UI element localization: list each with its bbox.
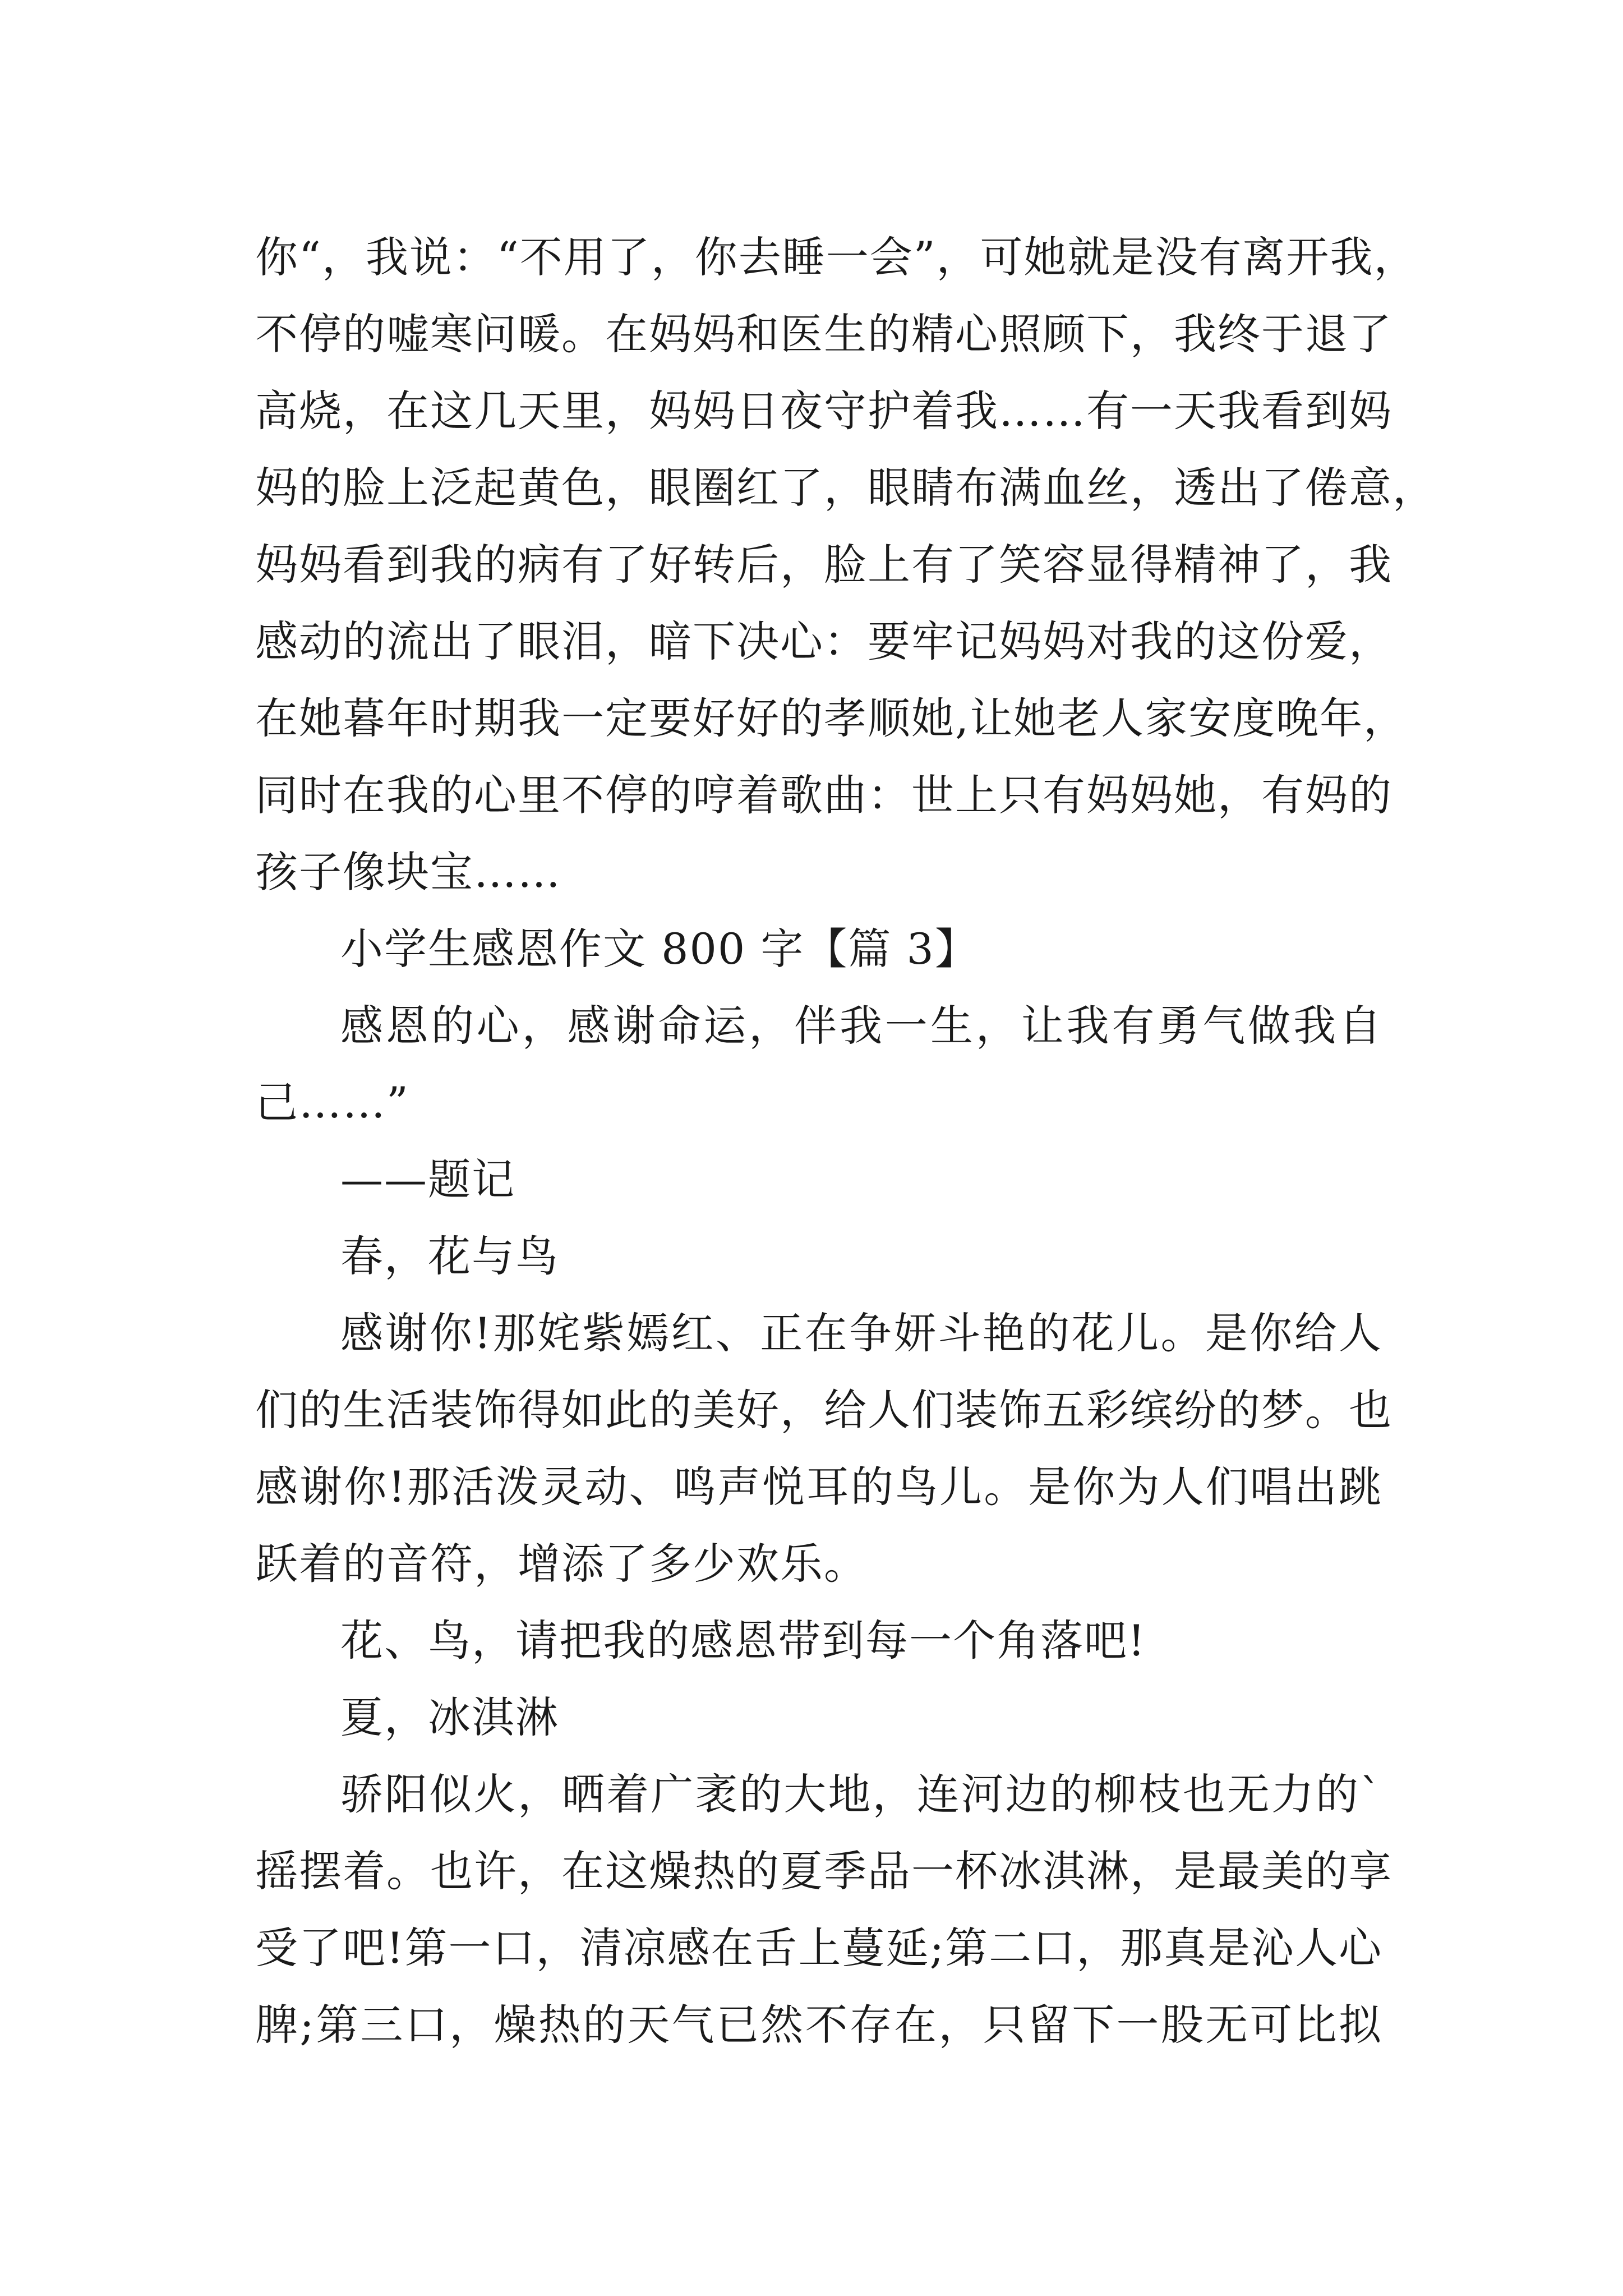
text-line: 花、鸟，请把我的感恩带到每一个角落吧! [340, 1616, 1146, 1665]
text-line: 感动的流出了眼泪，暗下决心：要牢记妈妈对我的这份爱， [255, 616, 1393, 666]
text-line: 受了吧!第一口，清凉感在舌上蔓延;第二口，那真是沁人心 [255, 1923, 1383, 1973]
text-line: 妈的脸上泛起黄色，眼圈红了，眼睛布满血丝，透出了倦意， [255, 463, 1436, 513]
text-line: 妈妈看到我的病有了好转后，脸上有了笑容显得精神了，我 [255, 540, 1393, 590]
document-body [255, 219, 1436, 2063]
text-line: 在她暮年时期我一定要好好的孝顺她,让她老人家安度晚年， [255, 693, 1408, 743]
text-line: 感谢你!那活泼灵动、鸣声悦耳的鸟儿。是你为人们唱出跳 [255, 1462, 1382, 1512]
text-line: 感恩的心，感谢命运，伴我一生，让我有勇气做我自 [340, 1001, 1382, 1051]
text-line: 摇摆着。也许，在这燥热的夏季品一杯冰淇淋，是最美的享 [255, 1846, 1393, 1896]
section-heading: 小学生感恩作文 800 字【篇 3】 [340, 924, 979, 974]
text-line: 跃着的音符，增添了多少欢乐。 [255, 1539, 868, 1589]
text-line: 你“，我说：“不用了，你去睡一会”，可她就是没有离开我， [255, 232, 1418, 282]
text-line: 不停的嘘寒问暖。在妈妈和医生的精心照顾下，我终于退了 [255, 309, 1393, 359]
text-line: 骄阳似火，晒着广袤的大地，连河边的柳枝也无力的` [340, 1769, 1382, 1819]
text-line: 己……” [255, 1078, 409, 1128]
subsection-heading: 夏，冰淇淋 [340, 1692, 559, 1742]
subsection-heading: 春，花与鸟 [340, 1231, 559, 1281]
text-line: 同时在我的心里不停的哼着歌曲：世上只有妈妈她，有妈的 [255, 770, 1393, 820]
epigraph-attribution: ——题记 [340, 1154, 515, 1204]
text-line: 感谢你!那姹紫嫣红、正在争妍斗艳的花儿。是你给人 [340, 1308, 1382, 1358]
text-line: 脾;第三口，燥热的天气已然不存在，只留下一股无可比拟 [255, 2000, 1382, 2050]
text-line: 高烧，在这几天里，妈妈日夜守护着我……有一天我看到妈 [255, 386, 1393, 436]
text-line: 孩子像块宝…… [255, 847, 561, 897]
text-line: 们的生活装饰得如此的美好，给人们装饰五彩缤纷的梦。也 [255, 1385, 1393, 1435]
